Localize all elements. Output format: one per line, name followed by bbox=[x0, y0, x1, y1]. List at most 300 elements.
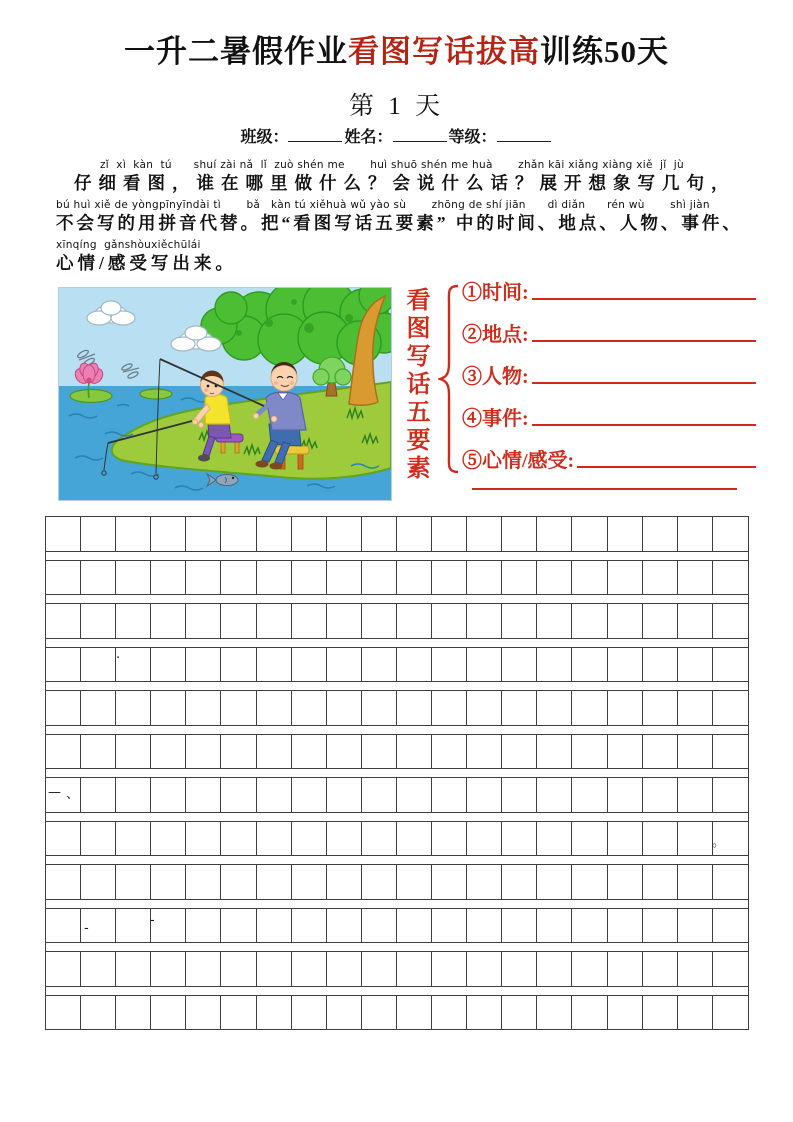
grid-cell[interactable] bbox=[186, 778, 221, 812]
grid-cell[interactable] bbox=[257, 996, 292, 1030]
grid-cell[interactable] bbox=[397, 604, 432, 638]
grid-cell[interactable] bbox=[186, 822, 221, 856]
grid-cell[interactable] bbox=[572, 996, 607, 1030]
grid-cell[interactable] bbox=[116, 604, 151, 638]
pinyin-text: bú huì xiě de yòngpīnyīndài tì bǎ kàn tú xiěhuà wǔ yào sù zhōng de shí jiān dì diǎn rén wù shì jiàn bbox=[56, 199, 710, 211]
grid-cell[interactable] bbox=[502, 648, 537, 682]
grid-cell[interactable] bbox=[186, 735, 221, 769]
grid-cell[interactable] bbox=[678, 909, 713, 943]
five-elements-list bbox=[462, 262, 756, 490]
name-label: 姓名： bbox=[344, 129, 393, 146]
grid-cell[interactable] bbox=[46, 952, 81, 986]
grid-cell[interactable] bbox=[432, 909, 467, 943]
grid-cell[interactable] bbox=[537, 778, 572, 812]
grid-cell[interactable] bbox=[221, 909, 256, 943]
grid-cell[interactable] bbox=[116, 735, 151, 769]
class-field[interactable] bbox=[288, 126, 342, 142]
grid-cell[interactable] bbox=[608, 604, 643, 638]
hanzi-text: 不会写的用拼音代替。把“看图写话五要素” 中的时间、地点、人物、事件、 bbox=[56, 213, 743, 233]
title-prefix: 一升二暑假作业 bbox=[124, 34, 348, 69]
grid-cell[interactable] bbox=[397, 909, 432, 943]
grid-cell[interactable] bbox=[186, 865, 221, 899]
five-elements-item bbox=[462, 430, 756, 472]
event-answer-line[interactable] bbox=[532, 424, 756, 426]
grid-cell[interactable] bbox=[467, 865, 502, 899]
stray-mark: 。 bbox=[712, 835, 726, 850]
grid-cell[interactable] bbox=[678, 735, 713, 769]
grid-cell[interactable] bbox=[116, 648, 151, 682]
grid-cell[interactable] bbox=[467, 996, 502, 1030]
grid-cell[interactable] bbox=[257, 865, 292, 899]
grid-cell[interactable] bbox=[643, 822, 678, 856]
grid-cell[interactable] bbox=[292, 865, 327, 899]
grid-cell[interactable] bbox=[608, 691, 643, 725]
grid-cell[interactable] bbox=[116, 517, 151, 551]
grid-cell[interactable] bbox=[151, 648, 186, 682]
grid-cell[interactable] bbox=[713, 648, 748, 682]
student-info-form bbox=[0, 124, 793, 147]
grid-cell[interactable] bbox=[327, 561, 362, 595]
grid-cell[interactable] bbox=[572, 952, 607, 986]
item-text: 心情/感受: bbox=[482, 450, 575, 472]
grid-cell[interactable] bbox=[608, 735, 643, 769]
grid-cell[interactable] bbox=[362, 517, 397, 551]
grid-cell[interactable] bbox=[432, 648, 467, 682]
grid-cell[interactable] bbox=[678, 561, 713, 595]
grid-cell[interactable] bbox=[186, 996, 221, 1030]
title-suffix: 训练50天 bbox=[540, 34, 669, 69]
grid-cell[interactable] bbox=[502, 996, 537, 1030]
grid-cell[interactable] bbox=[46, 909, 81, 943]
grid-cell[interactable] bbox=[362, 822, 397, 856]
grid-cell[interactable] bbox=[81, 735, 116, 769]
grid-cell[interactable] bbox=[116, 865, 151, 899]
grid-cell[interactable] bbox=[46, 517, 81, 551]
item-number: ② bbox=[462, 324, 482, 346]
grid-cell[interactable] bbox=[432, 996, 467, 1030]
grid-cell[interactable] bbox=[292, 517, 327, 551]
title-highlight: 看图写话拔高 bbox=[348, 34, 540, 69]
grid-cell[interactable] bbox=[608, 909, 643, 943]
grid-cell[interactable] bbox=[257, 561, 292, 595]
grid-cell[interactable] bbox=[608, 648, 643, 682]
item-text: 事件: bbox=[482, 408, 529, 430]
grid-cell[interactable] bbox=[643, 952, 678, 986]
grid-cell[interactable] bbox=[537, 517, 572, 551]
grid-cell[interactable] bbox=[116, 996, 151, 1030]
grid-cell[interactable] bbox=[432, 604, 467, 638]
grid-cell[interactable] bbox=[327, 778, 362, 812]
class-label: 班级： bbox=[240, 129, 289, 146]
grid-row bbox=[46, 864, 748, 900]
grid-cell[interactable] bbox=[502, 778, 537, 812]
grid-cell[interactable] bbox=[713, 952, 748, 986]
item-text: 时间: bbox=[482, 282, 529, 304]
writing-grid bbox=[45, 516, 749, 1030]
grid-cell[interactable] bbox=[467, 909, 502, 943]
grid-cell[interactable] bbox=[432, 561, 467, 595]
grid-cell[interactable] bbox=[81, 604, 116, 638]
grid-cell[interactable] bbox=[678, 778, 713, 812]
grid-cell[interactable] bbox=[221, 691, 256, 725]
grid-cell[interactable] bbox=[713, 604, 748, 638]
grid-row bbox=[46, 603, 748, 639]
grid-cell[interactable] bbox=[502, 735, 537, 769]
grid-cell[interactable] bbox=[397, 865, 432, 899]
grid-cell[interactable] bbox=[327, 909, 362, 943]
item-text: 地点: bbox=[482, 324, 529, 346]
item-label bbox=[462, 282, 529, 304]
five-elements-item bbox=[462, 388, 756, 430]
grid-row bbox=[46, 647, 748, 683]
grid-row bbox=[46, 951, 748, 987]
grid-cell[interactable] bbox=[46, 561, 81, 595]
grid-cell[interactable] bbox=[432, 735, 467, 769]
people-answer-line[interactable] bbox=[532, 382, 756, 384]
stray-mark: · bbox=[116, 651, 121, 666]
grid-cell[interactable] bbox=[537, 952, 572, 986]
grid-cell[interactable] bbox=[186, 648, 221, 682]
grid-cell[interactable] bbox=[81, 822, 116, 856]
grid-cell[interactable] bbox=[643, 561, 678, 595]
grid-cell[interactable] bbox=[572, 909, 607, 943]
grid-cell[interactable] bbox=[397, 517, 432, 551]
grid-cell[interactable] bbox=[397, 735, 432, 769]
stray-mark: — bbox=[48, 785, 61, 800]
grid-cell[interactable] bbox=[467, 648, 502, 682]
day-title: 第 1 天 bbox=[348, 93, 444, 120]
place-answer-line[interactable] bbox=[532, 340, 756, 342]
grid-cell[interactable] bbox=[151, 691, 186, 725]
grid-cell[interactable] bbox=[292, 735, 327, 769]
grid-row bbox=[46, 560, 748, 596]
grid-cell[interactable] bbox=[81, 778, 116, 812]
grid-cell[interactable] bbox=[537, 735, 572, 769]
grid-cell[interactable] bbox=[81, 691, 116, 725]
grid-cell[interactable] bbox=[151, 822, 186, 856]
grid-cell[interactable] bbox=[467, 735, 502, 769]
grid-row bbox=[46, 690, 748, 726]
grid-cell[interactable] bbox=[362, 735, 397, 769]
grid-cell[interactable] bbox=[397, 778, 432, 812]
grade-label: 等级： bbox=[448, 129, 497, 146]
grid-cell[interactable] bbox=[151, 952, 186, 986]
grid-cell[interactable] bbox=[643, 691, 678, 725]
grid-cell[interactable] bbox=[81, 517, 116, 551]
name-field[interactable] bbox=[393, 126, 447, 142]
grid-cell[interactable] bbox=[572, 822, 607, 856]
grid-cell[interactable] bbox=[572, 517, 607, 551]
grid-cell[interactable] bbox=[572, 865, 607, 899]
grid-cell[interactable] bbox=[397, 648, 432, 682]
grid-cell[interactable] bbox=[502, 822, 537, 856]
grid-cell[interactable] bbox=[81, 952, 116, 986]
grid-cell[interactable] bbox=[221, 996, 256, 1030]
grid-cell[interactable] bbox=[362, 865, 397, 899]
grid-cell[interactable] bbox=[502, 865, 537, 899]
grid-cell[interactable] bbox=[362, 996, 397, 1030]
grid-cell[interactable] bbox=[502, 909, 537, 943]
grid-cell[interactable] bbox=[327, 735, 362, 769]
grid-cell[interactable] bbox=[608, 952, 643, 986]
grid-cell[interactable] bbox=[572, 691, 607, 725]
grid-cell[interactable] bbox=[46, 865, 81, 899]
grid-cell[interactable] bbox=[432, 822, 467, 856]
grid-cell[interactable] bbox=[221, 517, 256, 551]
grid-cell[interactable] bbox=[643, 604, 678, 638]
grid-cell[interactable] bbox=[362, 909, 397, 943]
grid-cell[interactable] bbox=[467, 561, 502, 595]
grid-cell[interactable] bbox=[292, 996, 327, 1030]
grid-cell[interactable] bbox=[151, 517, 186, 551]
grid-cell[interactable] bbox=[713, 735, 748, 769]
stray-mark: 、 bbox=[66, 787, 80, 802]
grid-cell[interactable] bbox=[678, 822, 713, 856]
grid-cell[interactable] bbox=[713, 865, 748, 899]
grid-cell[interactable] bbox=[713, 909, 748, 943]
grid-cell[interactable] bbox=[397, 822, 432, 856]
grid-cell[interactable] bbox=[537, 822, 572, 856]
five-elements-vertical-title: 看图写话五要素 bbox=[406, 288, 431, 482]
grid-cell[interactable] bbox=[81, 648, 116, 682]
grid-cell[interactable] bbox=[327, 952, 362, 986]
grid-cell[interactable] bbox=[608, 822, 643, 856]
grid-row bbox=[46, 821, 748, 857]
grid-cell[interactable] bbox=[572, 735, 607, 769]
instruction-line bbox=[56, 159, 766, 195]
grid-cell[interactable] bbox=[257, 604, 292, 638]
grid-cell[interactable] bbox=[572, 604, 607, 638]
grid-cell[interactable] bbox=[292, 604, 327, 638]
grid-cell[interactable] bbox=[432, 778, 467, 812]
grid-cell[interactable] bbox=[221, 778, 256, 812]
grid-cell[interactable] bbox=[292, 909, 327, 943]
item-number: ④ bbox=[462, 408, 482, 430]
grid-cell[interactable] bbox=[327, 648, 362, 682]
grid-cell[interactable] bbox=[537, 865, 572, 899]
grid-cell[interactable] bbox=[643, 909, 678, 943]
grid-cell[interactable] bbox=[257, 648, 292, 682]
grid-cell[interactable] bbox=[362, 778, 397, 812]
grid-cell[interactable] bbox=[432, 517, 467, 551]
grid-cell[interactable] bbox=[292, 648, 327, 682]
grid-cell[interactable] bbox=[46, 691, 81, 725]
grid-cell[interactable] bbox=[221, 604, 256, 638]
grid-cell[interactable] bbox=[537, 691, 572, 725]
instruction-line bbox=[56, 199, 766, 235]
grid-cell[interactable] bbox=[327, 604, 362, 638]
grid-cell[interactable] bbox=[327, 822, 362, 856]
grid-cell[interactable] bbox=[257, 691, 292, 725]
grid-cell[interactable] bbox=[186, 561, 221, 595]
grid-cell[interactable] bbox=[572, 778, 607, 812]
grid-cell[interactable] bbox=[257, 778, 292, 812]
grid-cell[interactable] bbox=[221, 865, 256, 899]
grid-cell[interactable] bbox=[116, 952, 151, 986]
grid-cell[interactable] bbox=[608, 778, 643, 812]
grid-cell[interactable] bbox=[221, 822, 256, 856]
grid-cell[interactable] bbox=[537, 996, 572, 1030]
grid-cell[interactable] bbox=[608, 996, 643, 1030]
grid-cell[interactable] bbox=[643, 517, 678, 551]
grid-row bbox=[46, 995, 748, 1031]
grid-cell[interactable] bbox=[608, 561, 643, 595]
grid-cell[interactable] bbox=[643, 778, 678, 812]
grid-cell[interactable] bbox=[292, 561, 327, 595]
item-number: ③ bbox=[462, 366, 482, 388]
grid-cell[interactable] bbox=[292, 822, 327, 856]
grid-cell[interactable] bbox=[151, 778, 186, 812]
grid-cell[interactable] bbox=[608, 517, 643, 551]
feeling-answer-line[interactable] bbox=[577, 466, 756, 468]
five-elements-item bbox=[462, 304, 756, 346]
grid-cell[interactable] bbox=[467, 778, 502, 812]
grid-cell[interactable] bbox=[46, 604, 81, 638]
stray-mark: - bbox=[150, 913, 155, 928]
item-label bbox=[462, 324, 529, 346]
grid-cell[interactable] bbox=[502, 517, 537, 551]
grid-cell[interactable] bbox=[221, 952, 256, 986]
grid-cell[interactable] bbox=[397, 561, 432, 595]
grid-cell[interactable] bbox=[116, 822, 151, 856]
item-number: ① bbox=[462, 282, 482, 304]
grid-cell[interactable] bbox=[81, 996, 116, 1030]
grid-cell[interactable] bbox=[151, 561, 186, 595]
grid-cell[interactable] bbox=[608, 865, 643, 899]
time-answer-line[interactable] bbox=[532, 298, 756, 300]
grid-cell[interactable] bbox=[327, 691, 362, 725]
grid-cell[interactable] bbox=[362, 604, 397, 638]
grid-cell[interactable] bbox=[432, 865, 467, 899]
grid-cell[interactable] bbox=[397, 691, 432, 725]
grid-cell[interactable] bbox=[713, 691, 748, 725]
brace-icon bbox=[438, 283, 464, 475]
grid-cell[interactable] bbox=[327, 517, 362, 551]
grid-cell[interactable] bbox=[151, 865, 186, 899]
page-title bbox=[0, 26, 793, 71]
grid-cell[interactable] bbox=[257, 517, 292, 551]
grid-cell[interactable] bbox=[537, 604, 572, 638]
grid-cell[interactable] bbox=[116, 909, 151, 943]
item-text: 人物: bbox=[482, 366, 529, 388]
item-number: ⑤ bbox=[462, 450, 482, 472]
feeling-answer-line-extra[interactable] bbox=[472, 488, 737, 490]
pinyin-text: zǐ xì kàn tú shuí zài nǎ lǐ zuò shén me huì shuō shén me huà zhǎn kāi xiǎng xiàng xiě jǐ jù bbox=[100, 159, 684, 171]
grid-cell[interactable] bbox=[221, 648, 256, 682]
grid-cell[interactable] bbox=[643, 648, 678, 682]
grid-cell[interactable] bbox=[502, 604, 537, 638]
grid-cell[interactable] bbox=[151, 996, 186, 1030]
grid-cell[interactable] bbox=[151, 735, 186, 769]
grid-cell[interactable] bbox=[467, 952, 502, 986]
grid-cell[interactable] bbox=[678, 952, 713, 986]
grid-cell[interactable] bbox=[186, 909, 221, 943]
grid-cell[interactable] bbox=[292, 778, 327, 812]
grid-cell[interactable] bbox=[116, 691, 151, 725]
grid-cell[interactable] bbox=[292, 952, 327, 986]
grid-cell[interactable] bbox=[502, 952, 537, 986]
grid-cell[interactable] bbox=[186, 517, 221, 551]
grid-cell[interactable] bbox=[116, 561, 151, 595]
grid-cell[interactable] bbox=[678, 996, 713, 1030]
grid-cell[interactable] bbox=[327, 996, 362, 1030]
item-label bbox=[462, 366, 529, 388]
grid-cell[interactable] bbox=[643, 996, 678, 1030]
grid-cell[interactable] bbox=[713, 996, 748, 1030]
grid-cell[interactable] bbox=[397, 952, 432, 986]
grid-row bbox=[46, 516, 748, 552]
grid-cell[interactable] bbox=[678, 648, 713, 682]
grid-row bbox=[46, 777, 748, 813]
grid-cell[interactable] bbox=[327, 865, 362, 899]
grid-cell[interactable] bbox=[186, 952, 221, 986]
grid-cell[interactable] bbox=[186, 604, 221, 638]
grid-cell[interactable] bbox=[257, 735, 292, 769]
grid-cell[interactable] bbox=[467, 517, 502, 551]
grid-cell[interactable] bbox=[713, 517, 748, 551]
hanzi-text: 仔细看图，谁在哪里做什么？会说什么话？展开想象写几句， bbox=[74, 173, 736, 193]
grid-cell[interactable] bbox=[221, 735, 256, 769]
grid-cell[interactable] bbox=[186, 691, 221, 725]
grid-cell[interactable] bbox=[46, 996, 81, 1030]
grid-cell[interactable] bbox=[643, 735, 678, 769]
grid-cell[interactable] bbox=[257, 909, 292, 943]
grid-cell[interactable] bbox=[81, 561, 116, 595]
grid-cell[interactable] bbox=[116, 778, 151, 812]
grid-cell[interactable] bbox=[46, 648, 81, 682]
grid-cell[interactable] bbox=[502, 691, 537, 725]
grid-cell[interactable] bbox=[362, 648, 397, 682]
fishing-illustration bbox=[58, 287, 392, 501]
grid-cell[interactable] bbox=[397, 996, 432, 1030]
grid-cell[interactable] bbox=[678, 517, 713, 551]
item-label bbox=[462, 408, 529, 430]
grid-cell[interactable] bbox=[713, 778, 748, 812]
hanzi-text: 心情/感受写出来。 bbox=[56, 253, 237, 273]
grid-cell[interactable] bbox=[678, 604, 713, 638]
grid-cell[interactable] bbox=[537, 561, 572, 595]
grid-cell[interactable] bbox=[537, 648, 572, 682]
grid-cell[interactable] bbox=[362, 691, 397, 725]
grid-cell[interactable] bbox=[221, 561, 256, 595]
grid-cell[interactable] bbox=[362, 561, 397, 595]
grid-cell[interactable] bbox=[502, 561, 537, 595]
grid-cell[interactable] bbox=[432, 952, 467, 986]
grade-field[interactable] bbox=[497, 126, 551, 142]
grid-cell[interactable] bbox=[257, 952, 292, 986]
grid-cell[interactable] bbox=[467, 604, 502, 638]
grid-cell[interactable] bbox=[151, 604, 186, 638]
grid-cell[interactable] bbox=[678, 691, 713, 725]
grid-cell[interactable] bbox=[432, 691, 467, 725]
grid-cell[interactable] bbox=[467, 822, 502, 856]
grid-cell[interactable] bbox=[257, 822, 292, 856]
grid-cell[interactable] bbox=[537, 909, 572, 943]
grid-cell[interactable] bbox=[678, 865, 713, 899]
grid-cell[interactable] bbox=[572, 648, 607, 682]
grid-cell[interactable] bbox=[713, 561, 748, 595]
grid-cell[interactable] bbox=[467, 691, 502, 725]
grid-cell[interactable] bbox=[151, 909, 186, 943]
grid-cell[interactable] bbox=[362, 952, 397, 986]
grid-cell[interactable] bbox=[643, 865, 678, 899]
grid-cell[interactable] bbox=[572, 561, 607, 595]
grid-cell[interactable] bbox=[292, 691, 327, 725]
grid-cell[interactable] bbox=[46, 735, 81, 769]
grid-cell[interactable] bbox=[46, 822, 81, 856]
five-elements-item bbox=[462, 346, 756, 388]
grid-cell[interactable] bbox=[81, 865, 116, 899]
